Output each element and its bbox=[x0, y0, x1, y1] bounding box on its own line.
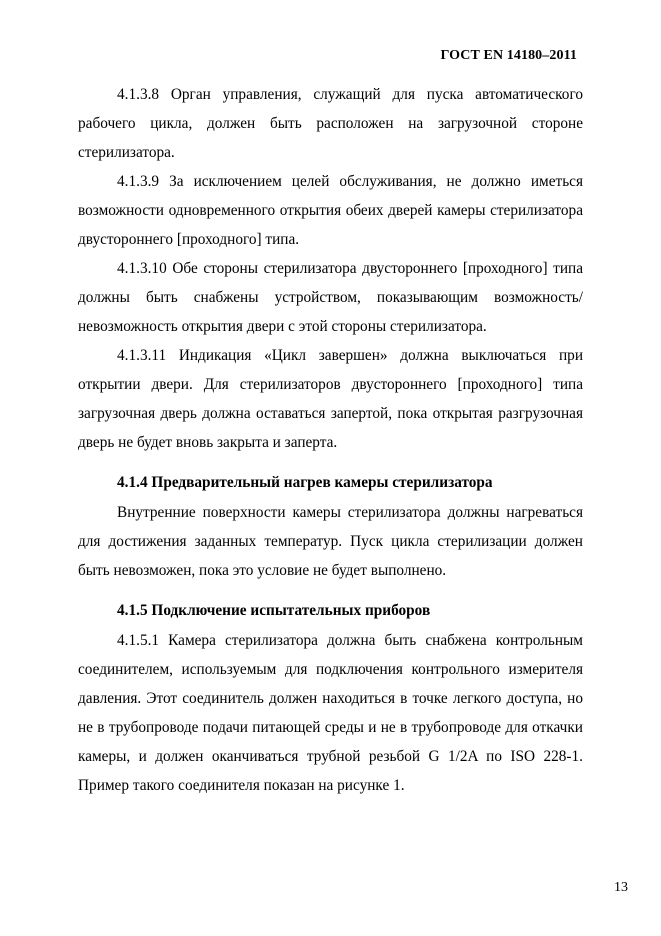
clause-4-1-4-text: Внутренние поверхности камеры стерилизатора должны нагреваться для достижения заданных температур. Пуск цикла стерилизации должен быть невозможен, пока это условие не будет выполнено. bbox=[78, 504, 583, 579]
clause-4-1-3-8: 4.1.3.8 Орган управления, служащий для пуска автоматического рабочего цикла, должен быть расположен на загрузочной стороне стерилизатора. bbox=[78, 86, 583, 161]
clause-4-1-3-10: 4.1.3.10 Обе стороны стерилизатора двустороннего [проходного] типа должны быть снабжены устройством, показывающим возможность/невозможность открытия двери с этой стороны стерилизатора. bbox=[78, 260, 583, 335]
clause-4-1-3-9: 4.1.3.9 За исключением целей обслуживания, не должно иметься возможности одновременного открытия обеих дверей камеры стерилизатора двустороннего [проходного] типа. bbox=[78, 173, 583, 248]
page-number: 13 bbox=[614, 880, 628, 895]
clause-4-1-5-1: 4.1.5.1 Камера стерилизатора должна быть снабжена контрольным соединителем, используемым для подключения контрольного измерителя давления. Этот соединитель должен находиться в точке легкого доступа, но не в трубопроводе подачи питающей среды и не в трубопроводе для откачки камеры, и должен оканчиваться трубной резьбой G 1/2A по ISO 228-1. Пример такого соединителя показан на рисунке 1. bbox=[78, 632, 583, 794]
section-heading-4-1-4: 4.1.4 Предварительный нагрев камеры стерилизатора bbox=[117, 474, 493, 491]
document-body bbox=[78, 80, 583, 800]
section-heading-4-1-5: 4.1.5 Подключение испытательных приборов bbox=[117, 602, 431, 619]
clause-4-1-3-11: 4.1.3.11 Индикация «Цикл завершен» должна выключаться при открытии двери. Для стерилизаторов двустороннего [проходного] типа загрузочная дверь должна оставаться запертой, пока открытая разгрузочная дверь не будет вновь закрыта и заперта. bbox=[78, 347, 583, 451]
document-header-standard-id: ГОСТ EN 14180–2011 bbox=[440, 48, 577, 63]
